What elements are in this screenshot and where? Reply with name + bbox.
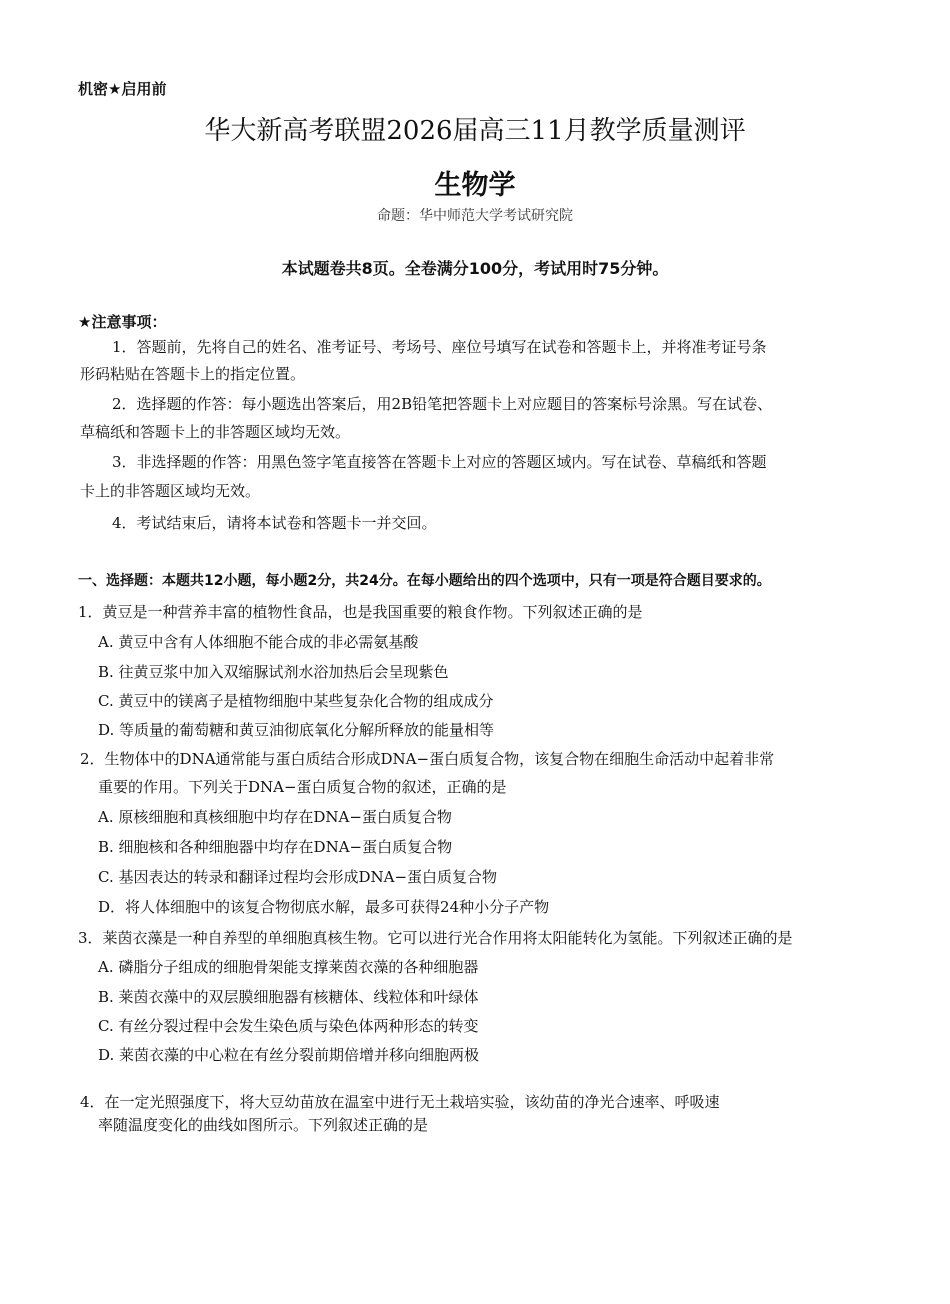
notice-item-2-cont: 草稿纸和答题卡上的非答题区域均无效。	[80, 423, 351, 441]
confidential-label: 机密★启用前	[78, 80, 167, 98]
question-1-option-d: D. 等质量的葡萄糖和黄豆油彻底氧化分解所释放的能量相等	[98, 721, 495, 739]
notice-title: ★注意事项：	[78, 313, 167, 331]
notice-item-3-cont: 卡上的非答题区域均无效。	[80, 482, 261, 500]
notice-item-1: 1．答题前，先将自己的姓名、准考证号、考场号、座位号填写在试卷和答题卡上，并将准考证号条	[112, 338, 767, 356]
question-3-option-a: A. 磷脂分子组成的细胞骨架能支撑莱茵衣藻的各种细胞器	[98, 958, 479, 976]
subject-title: 生物学	[434, 170, 516, 201]
section-heading: 一、选择题：本题共12小题，每小题2分，共24分。在每小题给出的四个选项中，只有一项是符合题目要求的。	[78, 573, 771, 589]
notice-item-3: 3．非选择题的作答：用黑色签字笔直接答在答题卡上对应的答题区域内。写在试卷、草稿纸和答题	[112, 453, 767, 471]
author-line: 命题：华中师范大学考试研究院	[377, 208, 573, 224]
question-3-option-d: D. 莱茵衣藻的中心粒在有丝分裂前期倍增并移向细胞两极	[98, 1046, 480, 1064]
exam-summary: 本试题卷共8页。全卷满分100分，考试用时75分钟。	[281, 259, 669, 278]
question-2-option-d: D．将人体细胞中的该复合物彻底水解，最多可获得24种小分子产物	[98, 898, 550, 916]
question-3-option-b: B. 莱茵衣藻中的双层膜细胞器有核糖体、线粒体和叶绿体	[98, 988, 479, 1006]
question-1-option-a: A. 黄豆中含有人体细胞不能合成的非必需氨基酸	[98, 633, 419, 651]
question-4-stem-cont: 率随温度变化的曲线如图所示。下列叙述正确的是	[98, 1116, 429, 1134]
notice-item-2: 2．选择题的作答：每小题选出答案后，用2B铅笔把答题卡上对应题目的答案标号涂黑。写在试卷、	[112, 395, 773, 413]
question-2-stem-cont: 重要的作用。下列关于DNA−蛋白质复合物的叙述，正确的是	[98, 778, 507, 796]
question-2-option-b: B. 细胞核和各种细胞器中均存在DNA−蛋白质复合物	[98, 838, 453, 856]
question-1-option-b: B. 往黄豆浆中加入双缩脲试剂水浴加热后会呈现紫色	[98, 663, 449, 681]
question-4-stem: 4．在一定光照强度下，将大豆幼苗放在温室中进行无土栽培实验，该幼苗的净光合速率、呼吸速	[80, 1093, 720, 1111]
question-2-option-a: A. 原核细胞和真核细胞中均存在DNA−蛋白质复合物	[98, 808, 452, 826]
question-3-stem: 3．莱茵衣藻是一种自养型的单细胞真核生物。它可以进行光合作用将太阳能转化为氢能。下列叙述正确的是	[78, 929, 793, 947]
exam-title: 华大新高考联盟2026届高三11月教学质量测评	[204, 116, 746, 146]
question-3-option-c: C. 有丝分裂过程中会发生染色质与染色体两种形态的转变	[98, 1017, 479, 1035]
question-1-option-c: C. 黄豆中的镁离子是植物细胞中某些复杂化合物的组成成分	[98, 692, 494, 710]
question-1-stem: 1．黄豆是一种营养丰富的植物性食品，也是我国重要的粮食作物。下列叙述正确的是	[78, 603, 643, 621]
question-2-option-c: C. 基因表达的转录和翻译过程均会形成DNA−蛋白质复合物	[98, 868, 498, 886]
question-2-stem: 2．生物体中的DNA通常能与蛋白质结合形成DNA−蛋白质复合物，该复合物在细胞生命活动中起着非常	[80, 750, 775, 768]
notice-item-4: 4．考试结束后，请将本试卷和答题卡一并交回。	[112, 514, 437, 532]
notice-item-1-cont: 形码粘贴在答题卡上的指定位置。	[80, 365, 306, 383]
